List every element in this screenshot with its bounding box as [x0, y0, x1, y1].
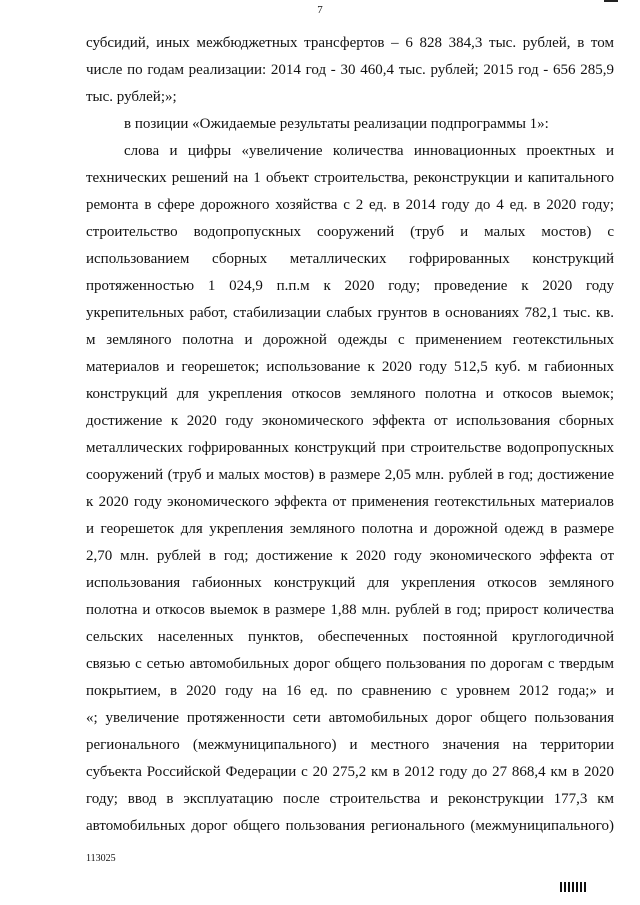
text-line: тыс. рублей;»; [86, 89, 177, 105]
text-line: сельских населенных пунктов, обеспеченных постоянной круглогодичной [86, 629, 614, 645]
text-line: строительство водопропускных сооружений (труб и малых мостов) с [86, 224, 614, 240]
text-line: м земляного полотна и дорожной одежды с применением геотекстильных [86, 332, 614, 348]
text-line: материалов и георешеток; использование к 2020 году 512,5 куб. м габионных [86, 359, 614, 375]
document-body [86, 30, 614, 840]
text-line: использования габионных конструкций для укрепления откосов земляного [86, 575, 614, 591]
text-line: укрепительных работ, стабилизации слабых грунтов в основаниях 782,1 тыс. кв. [86, 305, 614, 321]
document-code: 113025 [86, 853, 116, 864]
text-line: к 2020 году экономического эффекта от применения геотекстильных материалов [86, 494, 614, 510]
text-line: технических решений на 1 объект строительства, реконструкции и капитального [86, 170, 614, 186]
text-line: «; увеличение протяженности сети автомобильных дорог общего пользования [86, 710, 614, 726]
text-line: числе по годам реализации: 2014 год - 30 460,4 тыс. рублей; 2015 год - 656 285,9 [86, 62, 614, 78]
text-line: конструкций для укрепления откосов земляного полотна и откосов выемок; [86, 386, 614, 402]
text-line: связью с сетью автомобильных дорог общего пользования по дорогам с твердым [86, 656, 614, 672]
text-line: полотна и откосов выемок в размере 1,88 млн. рублей в год; прирост количества [86, 602, 614, 618]
text-line: протяженностью 1 024,9 п.п.м к 2020 году; проведение к 2020 году [86, 278, 614, 294]
text-line: 2,70 млн. рублей в год; достижение к 2020 году экономического эффекта от [86, 548, 614, 564]
text-line: в позиции «Ожидаемые результаты реализации подпрограммы 1»: [124, 116, 549, 132]
text-line: регионального (межмуниципального) и местного значения на территории [86, 737, 614, 753]
text-line: использованием сборных металлических гофрированных конструкций [86, 251, 614, 267]
text-line: и георешеток для укрепления земляного полотна и дорожной одежд в размере [86, 521, 614, 537]
text-line: субъекта Российской Федерации с 20 275,2 км в 2012 году до 27 868,4 км в 2020 [86, 764, 614, 780]
page-number: 7 [317, 4, 323, 16]
text-line: покрытием, в 2020 году на 16 ед. по сравнению с уровнем 2012 года;» и [86, 683, 614, 699]
text-line: сооружений (труб и малых мостов) в размере 2,05 млн. рублей в год; достижение [86, 467, 614, 483]
text-line: достижение к 2020 году экономического эффекта от использования сборных [86, 413, 614, 429]
scan-artifact [560, 882, 586, 892]
text-line: ремонта в сфере дорожного хозяйства с 2 ед. в 2014 году до 4 ед. в 2020 году; [86, 197, 614, 213]
text-line: году; ввод в эксплуатацию после строительства и реконструкции 177,3 км [86, 791, 614, 807]
text-line: субсидий, иных межбюджетных трансфертов – 6 828 384,3 тыс. рублей, в том [86, 35, 614, 51]
scan-artifact [604, 0, 618, 2]
text-line: металлических гофрированных конструкций при строительстве водопропускных [86, 440, 614, 456]
text-line: слова и цифры «увеличение количества инновационных проектных и [124, 143, 614, 159]
text-line: автомобильных дорог общего пользования регионального (межмуниципального) [86, 818, 614, 834]
